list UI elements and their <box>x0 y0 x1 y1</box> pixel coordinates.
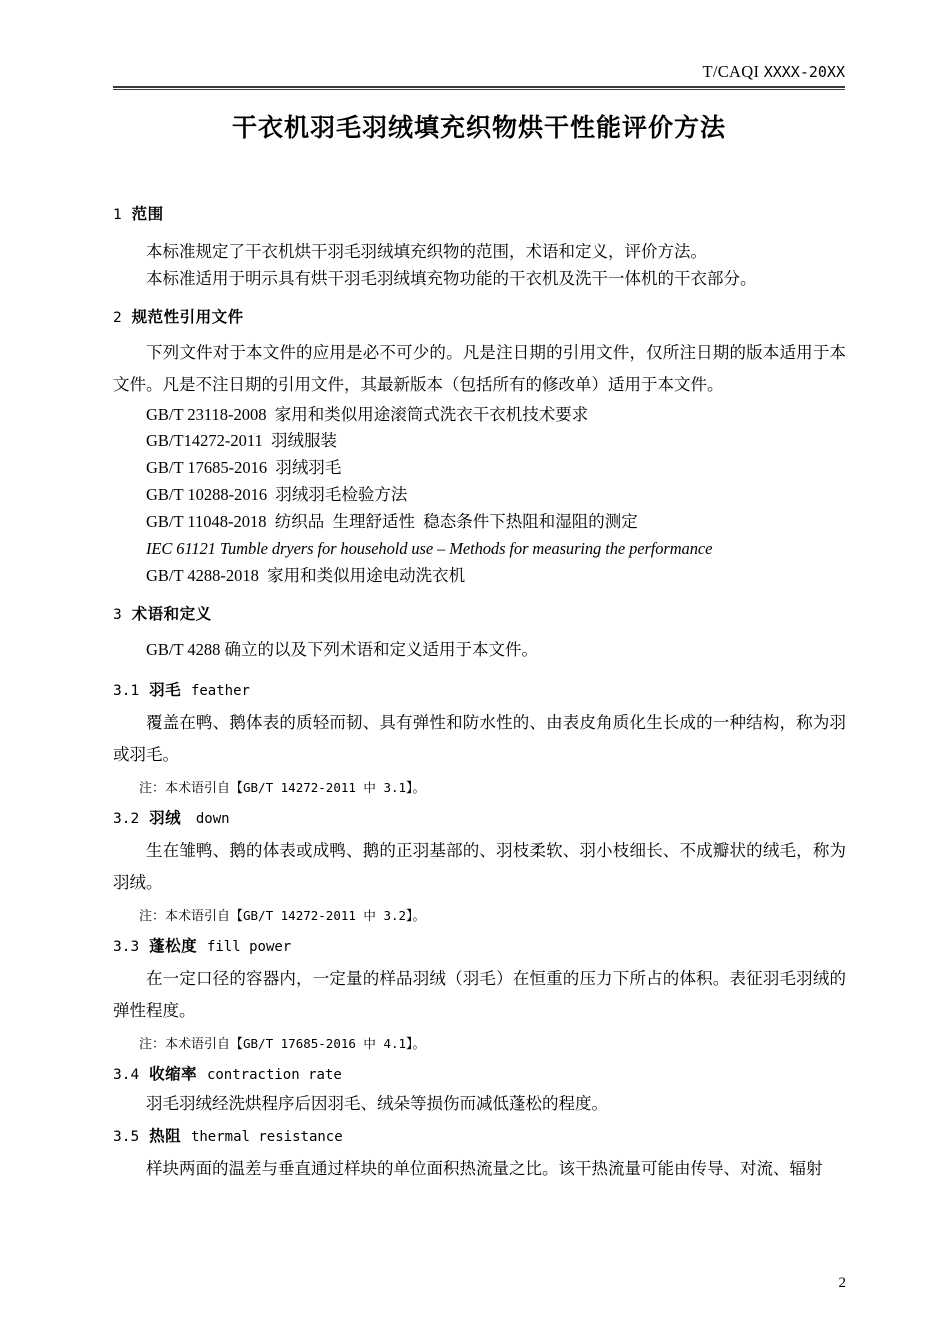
header-standard-number <box>113 62 845 82</box>
term-definition-3-1: 覆盖在鸭、鹅体表的质轻而韧、具有弹性和防水性的、由表皮角质化生长成的一种结构，称为羽或羽毛。 <box>113 712 846 764</box>
note-suffix: 】。 <box>406 1036 426 1052</box>
clause-title-2: 规范性引用文件 <box>131 307 244 326</box>
term-name-3-3: 蓬松度 <box>149 937 198 956</box>
note-prefix: 注：本术语引自【 <box>139 1036 244 1052</box>
term-heading-3-2 <box>113 809 846 829</box>
term-number-3-5: 3.5 <box>113 1129 140 1146</box>
term-english-3-2: down <box>195 811 230 828</box>
term-number-3-1: 3.1 <box>113 683 140 700</box>
term-english-3-5: thermal resistance <box>190 1129 343 1146</box>
reference-item: IEC 61121 Tumble dryers for household use – Methods for measuring the performance <box>146 538 713 558</box>
term-heading-3-4 <box>113 1065 846 1085</box>
term-english-3-1: feather <box>190 683 250 700</box>
term-number-3-4: 3.4 <box>113 1067 140 1084</box>
term-name-3-1: 羽毛 <box>149 681 182 700</box>
term-heading-3-3 <box>113 937 846 957</box>
note-reference: GB/T 17685-2016 中 4.1 <box>243 1036 407 1052</box>
header-divider <box>113 86 845 91</box>
document-body <box>113 205 846 1185</box>
term-definition-3-3: 在一定口径的容器内，一定量的样品羽绒（羽毛）在恒重的压力下所占的体积。表征羽毛羽绒的弹性程度。 <box>113 968 846 1020</box>
note-reference: GB/T 14272-2011 中 3.2 <box>243 908 407 924</box>
header-standard-code: XXXX-20XX <box>763 63 845 81</box>
term-number-3-2: 3.2 <box>113 811 140 828</box>
term-heading-3-1 <box>113 681 846 701</box>
reference-item: GB/T 4288-2018 家用和类似用途电动洗衣机 <box>146 565 466 585</box>
page-title: 干衣机羽毛羽绒填充织物烘干性能评价方法 <box>231 113 726 142</box>
paragraph-normative-intro: 下列文件对于本文件的应用是必不可少的。凡是注日期的引用文件，仅所注日期的版本适用于本文件。凡是不注日期的引用文件，其最新版本（包括所有的修改单）适用于本文件。 <box>113 343 846 395</box>
term-english-3-3: fill power <box>206 939 292 956</box>
clause-heading-2 <box>113 308 846 327</box>
term-english-3-4: contraction rate <box>206 1067 342 1084</box>
clause-heading-1 <box>113 205 846 224</box>
term-definition-3-4: 羽毛羽绒经洗烘程序后因羽毛、绒朵等损伤而减低蓬松的程度。 <box>146 1093 608 1113</box>
term-number-3-3: 3.3 <box>113 939 140 956</box>
note-suffix: 】。 <box>406 780 426 796</box>
clause-number-3: 3 <box>113 606 122 623</box>
term-name-3-4: 收缩率 <box>149 1065 198 1084</box>
clause-title-1: 范围 <box>131 205 164 223</box>
term-name-3-5: 热阻 <box>149 1127 182 1146</box>
reference-item: GB/T 23118-2008 家用和类似用途滚筒式洗衣干衣机技术要求 <box>146 404 589 424</box>
note-reference: GB/T 14272-2011 中 3.1 <box>243 780 407 796</box>
reference-item: GB/T 11048-2018 纺织品 生理舒适性 稳态条件下热阻和湿阻的测定 <box>146 512 638 532</box>
clause-title-3: 术语和定义 <box>131 604 212 623</box>
header-standard-prefix: T/CAQI <box>702 62 760 81</box>
paragraph-scope-1: 本标准规定了干衣机烘干羽毛羽绒填充织物的范围，术语和定义，评价方法。 <box>146 242 707 262</box>
reference-item: GB/T 10288-2016 羽绒羽毛检验方法 <box>146 485 408 505</box>
paragraph-terms-intro: GB/T 4288 确立的以及下列术语和定义适用于本文件。 <box>146 640 539 660</box>
note-prefix: 注：本术语引自【 <box>139 780 244 796</box>
clause-heading-3 <box>113 605 846 624</box>
page-number: 2 <box>838 1275 846 1291</box>
term-note-3-3 <box>113 1033 846 1055</box>
reference-item: GB/T14272-2011 羽绒服装 <box>146 431 337 451</box>
clause-number-1: 1 <box>113 207 122 223</box>
term-note-3-2 <box>113 905 846 927</box>
term-heading-3-5 <box>113 1127 846 1147</box>
term-note-3-1 <box>113 777 846 799</box>
term-definition-3-2: 生在雏鸭、鹅的体表或成鸭、鹅的正羽基部的、羽枝柔软、羽小枝细长、不成瓣状的绒毛，称为羽绒。 <box>113 840 846 892</box>
page-header <box>113 62 845 90</box>
term-definition-3-5: 样块两面的温差与垂直通过样块的单位面积热流量之比。该干热流量可能由传导、对流、辐射 <box>146 1158 823 1178</box>
term-name-3-2: 羽绒 <box>149 809 182 828</box>
note-suffix: 】。 <box>406 908 426 924</box>
note-prefix: 注：本术语引自【 <box>139 908 244 924</box>
paragraph-scope-2: 本标准适用于明示具有烘干羽毛羽绒填充物功能的干衣机及洗干一体机的干衣部分。 <box>146 269 757 289</box>
reference-item: GB/T 17685-2016 羽绒羽毛 <box>146 458 342 478</box>
clause-number-2: 2 <box>113 309 122 326</box>
